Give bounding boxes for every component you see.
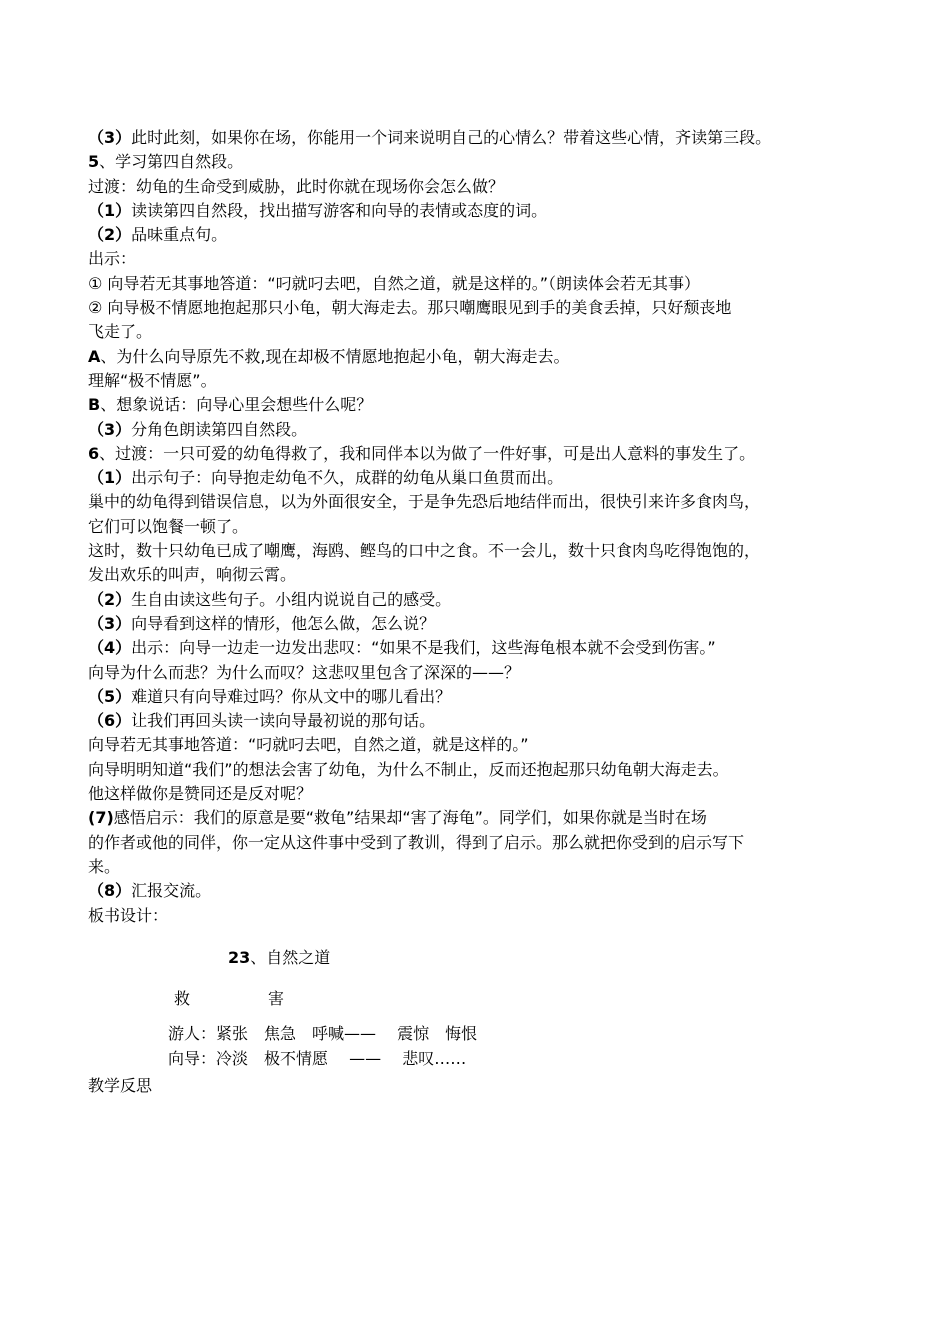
section-heading: 5、学习第四自然段。: [88, 152, 244, 172]
text-line: B、想象说话：向导心里会想些什么呢？: [88, 395, 373, 415]
text-line: 过渡：幼龟的生命受到威胁，此时你就在现场你会怎么做？: [88, 176, 505, 196]
teaching-reflection-heading: 教学反思: [88, 1076, 153, 1095]
text-line: （8）汇报交流。: [88, 881, 212, 901]
board-save-label: 救: [174, 989, 191, 1008]
text-line: 向导为什么而悲？为什么而叹？这悲叹里包含了深深的——？: [88, 662, 521, 682]
text-line: 出示：: [88, 249, 137, 269]
text-line: 理解“极不情愿”。: [88, 370, 217, 390]
board-tourist-row: 游人：紧张 焦急 呼喊—— 震惊 悔恨: [168, 1024, 478, 1043]
board-title: 23、自然之道: [228, 948, 331, 967]
text-line: 他这样做你是赞同还是反对呢？: [88, 784, 313, 804]
text-line: （6）让我们再回头读一读向导最初说的那句话。: [88, 711, 436, 731]
text-line: 向导明明知道“我们”的想法会害了幼龟，为什么不制止，反而还抱起那只幼龟朝大海走去。: [88, 759, 729, 779]
text-line: （1）出示句子：向导抱走幼龟不久，成群的幼龟从巢口鱼贯而出。: [88, 468, 564, 488]
text-line: A、为什么向导原先不救,现在却极不情愿地抱起小龟，朝大海走去。: [88, 346, 570, 366]
text-line: 这时，数十只幼龟已成了嘲鹰，海鸥、鲣鸟的口中之食。不一会儿，数十只食肉鸟吃得饱饱的，: [88, 541, 761, 561]
text-line: 的作者或他的同伴，你一定从这件事中受到了教训，得到了启示。那么就把你受到的启示写下: [88, 832, 745, 852]
text-line: 巢中的幼龟得到错误信息，以为外面很安全，于是争先恐后地结伴而出，很快引来许多食肉鸟，: [88, 492, 761, 512]
board-guide-row: 向导：冷淡 极不情愿 —— 悲叹……: [168, 1049, 467, 1068]
text-line: 发出欢乐的叫声，响彻云霄。: [88, 565, 297, 585]
text-line: 它们可以饱餐一顿了。: [88, 516, 249, 536]
text-line: 飞走了。: [88, 322, 153, 342]
text-line: ① 向导若无其事地答道：“叼就叼去吧，自然之道，就是这样的。”（朗读体会若无其事）: [88, 273, 701, 293]
text-line: （3）此时此刻，如果你在场，你能用一个词来说明自己的心情么？带着这些心情，齐读第三段。: [88, 128, 772, 147]
text-line: （5）难道只有向导难过吗？你从文中的哪儿看出？: [88, 686, 452, 706]
section-heading: 6、过渡：一只可爱的幼龟得救了，我和同伴本以为做了一件好事，可是出人意料的事发生了。: [88, 443, 756, 463]
text-line: 来。: [88, 856, 121, 876]
text-line: 向导若无其事地答道：“叼就叼去吧，自然之道，就是这样的。”: [88, 735, 529, 755]
board-design-label: 板书设计：: [88, 905, 169, 925]
text-line: （3）向导看到这样的情形，他怎么做，怎么说？: [88, 613, 436, 633]
text-line: （3）分角色朗读第四自然段。: [88, 419, 308, 439]
board-harm-label: 害: [268, 989, 285, 1008]
text-line: (7)感悟启示：我们的原意是要“救龟”结果却“害了海龟”。同学们，如果你就是当时在场: [88, 808, 707, 828]
text-line: （2）品味重点句。: [88, 225, 228, 245]
text-line: （4）出示：向导一边走一边发出悲叹：“如果不是我们，这些海龟根本就不会受到伤害。”: [88, 638, 716, 658]
text-line: ② 向导极不情愿地抱起那只小龟，朝大海走去。那只嘲鹰眼见到手的美食丢掉，只好颓丧地: [88, 298, 732, 318]
lesson-plan-body: [88, 126, 868, 928]
text-line: （2）生自由读这些句子。小组内说说自己的感受。: [88, 589, 452, 609]
text-line: （1）读读第四自然段，找出描写游客和向导的表情或态度的词。: [88, 200, 548, 220]
